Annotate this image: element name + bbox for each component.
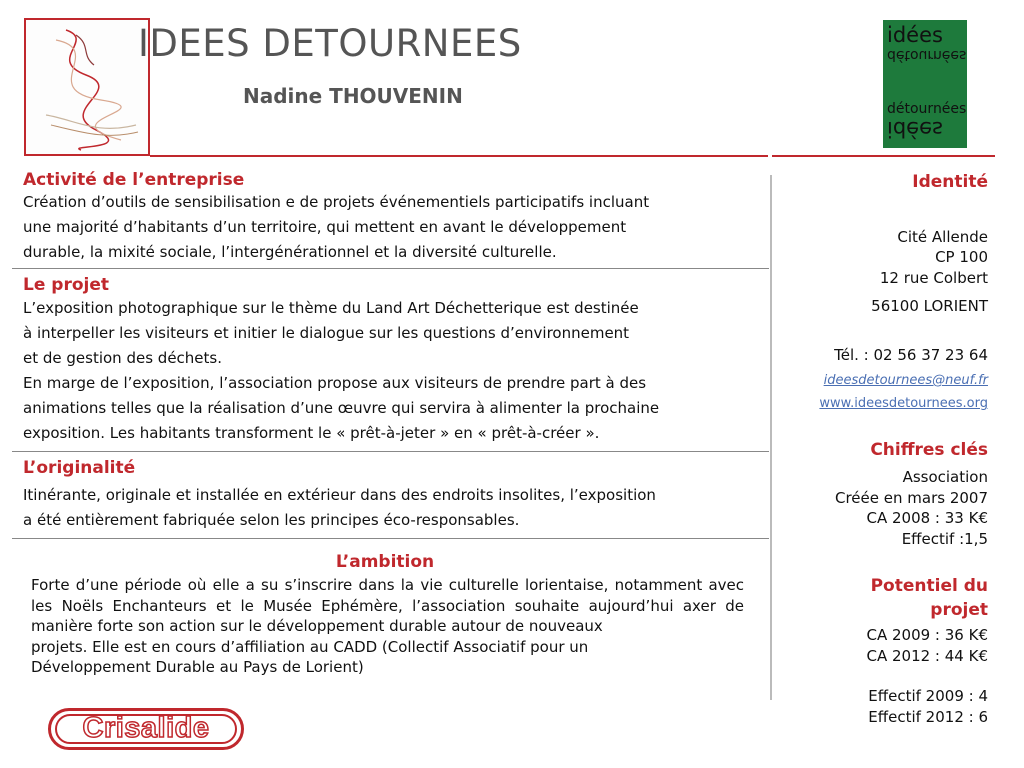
ambition-text-line-3: Développement Durable au Pays de Lorient) <box>31 658 364 676</box>
address-line-1: Cité Allende <box>897 228 988 246</box>
column-divider <box>770 175 772 700</box>
header-divider-gap <box>768 155 772 157</box>
crisalide-logo-text: Crisalide <box>82 712 210 744</box>
potentiel-line-4: Effectif 2012 : 6 <box>868 708 988 726</box>
activite-line-3: durable, la mixité sociale, l’intergénérationnel et la diversité culturelle. <box>23 243 557 261</box>
person-name: Nadine THOUVENIN <box>243 84 463 108</box>
section-divider <box>12 268 769 269</box>
ambition-text-line-2: projets. Elle est en cours d’affiliation au CADD (Collectif Associatif pour un <box>31 637 589 656</box>
logo-text-detournees: détournées <box>887 101 967 117</box>
crisalide-logo <box>48 708 244 750</box>
section-divider <box>12 538 769 539</box>
projet-line-6: exposition. Les habitants transforment le « prêt-à-jeter » en « prêt-à-créer ». <box>23 424 600 442</box>
logo-text-idees: idées <box>887 23 943 47</box>
telephone: Tél. : 02 56 37 23 64 <box>834 346 988 364</box>
section-title-activite: Activité de l’entreprise <box>23 170 245 190</box>
company-logo-image <box>24 18 150 156</box>
projet-line-3: et de gestion des déchets. <box>23 349 222 367</box>
activite-line-2: une majorité d’habitants d’un territoire, qui mettent en avant le développement <box>23 218 627 236</box>
identite-title: Identité <box>912 172 988 192</box>
projet-line-5: animations telles que la réalisation d’une œuvre qui servira à alimenter la prochaine <box>23 399 660 417</box>
idees-detournees-logo <box>883 20 967 148</box>
ambition-text-block: Forte d’une période où elle a su s’inscrire dans la vie culturelle lorientaise, notamment avec les Noëls Enchanteurs et le Musée Ephémère, l’association souhaite aujourd’hui axer de manière forte son action sur le développement durable autour de nouveaux <box>31 576 744 635</box>
logo-text-idees-flipped: idées <box>887 117 943 141</box>
originalite-line-2: a été entièrement fabriquée selon les principes éco-responsables. <box>23 511 520 529</box>
abstract-wire-sculpture-image <box>26 20 148 154</box>
website-link[interactable]: www.ideesdetournees.org <box>819 396 988 411</box>
potentiel-title-line-2: projet <box>930 600 988 620</box>
potentiel-title-line-1: Potentiel du <box>870 576 988 596</box>
activite-line-1: Création d’outils de sensibilisation e de projets événementiels participatifs incluant <box>23 193 650 211</box>
ambition-paragraph <box>31 575 744 678</box>
projet-line-2: à interpeller les visiteurs et initier le dialogue sur les questions d’environnement <box>23 324 630 342</box>
projet-line-1: L’exposition photographique sur le thème du Land Art Déchetterique est destinée <box>23 299 639 317</box>
potentiel-line-3: Effectif 2009 : 4 <box>868 687 988 705</box>
logo-text-detournees-flipped: détournées <box>887 47 967 63</box>
address-line-4: 56100 LORIENT <box>871 297 988 315</box>
chiffres-line-2: Créée en mars 2007 <box>835 489 988 507</box>
section-divider <box>12 451 769 452</box>
address-line-3: 12 rue Colbert <box>879 269 988 287</box>
section-title-projet: Le projet <box>23 275 109 295</box>
header-divider <box>150 155 995 157</box>
originalite-line-1: Itinérante, originale et installée en extérieur dans des endroits insolites, l’exposition <box>23 486 656 504</box>
projet-line-4: En marge de l’exposition, l’association propose aux visiteurs de prendre part à des <box>23 374 647 392</box>
page-title: IDEES DETOURNEES <box>138 22 522 65</box>
section-title-ambition: L’ambition <box>335 552 435 572</box>
chiffres-cles-title: Chiffres clés <box>870 440 988 460</box>
address-line-2: CP 100 <box>935 248 988 266</box>
email-link[interactable]: ideesdetournees@neuf.fr <box>823 373 988 388</box>
chiffres-line-4: Effectif :1,5 <box>901 530 988 548</box>
potentiel-line-2: CA 2012 : 44 K€ <box>866 647 988 665</box>
chiffres-line-1: Association <box>902 468 988 486</box>
section-title-originalite: L’originalité <box>23 458 136 478</box>
chiffres-line-3: CA 2008 : 33 K€ <box>866 509 988 527</box>
potentiel-line-1: CA 2009 : 36 K€ <box>866 626 988 644</box>
